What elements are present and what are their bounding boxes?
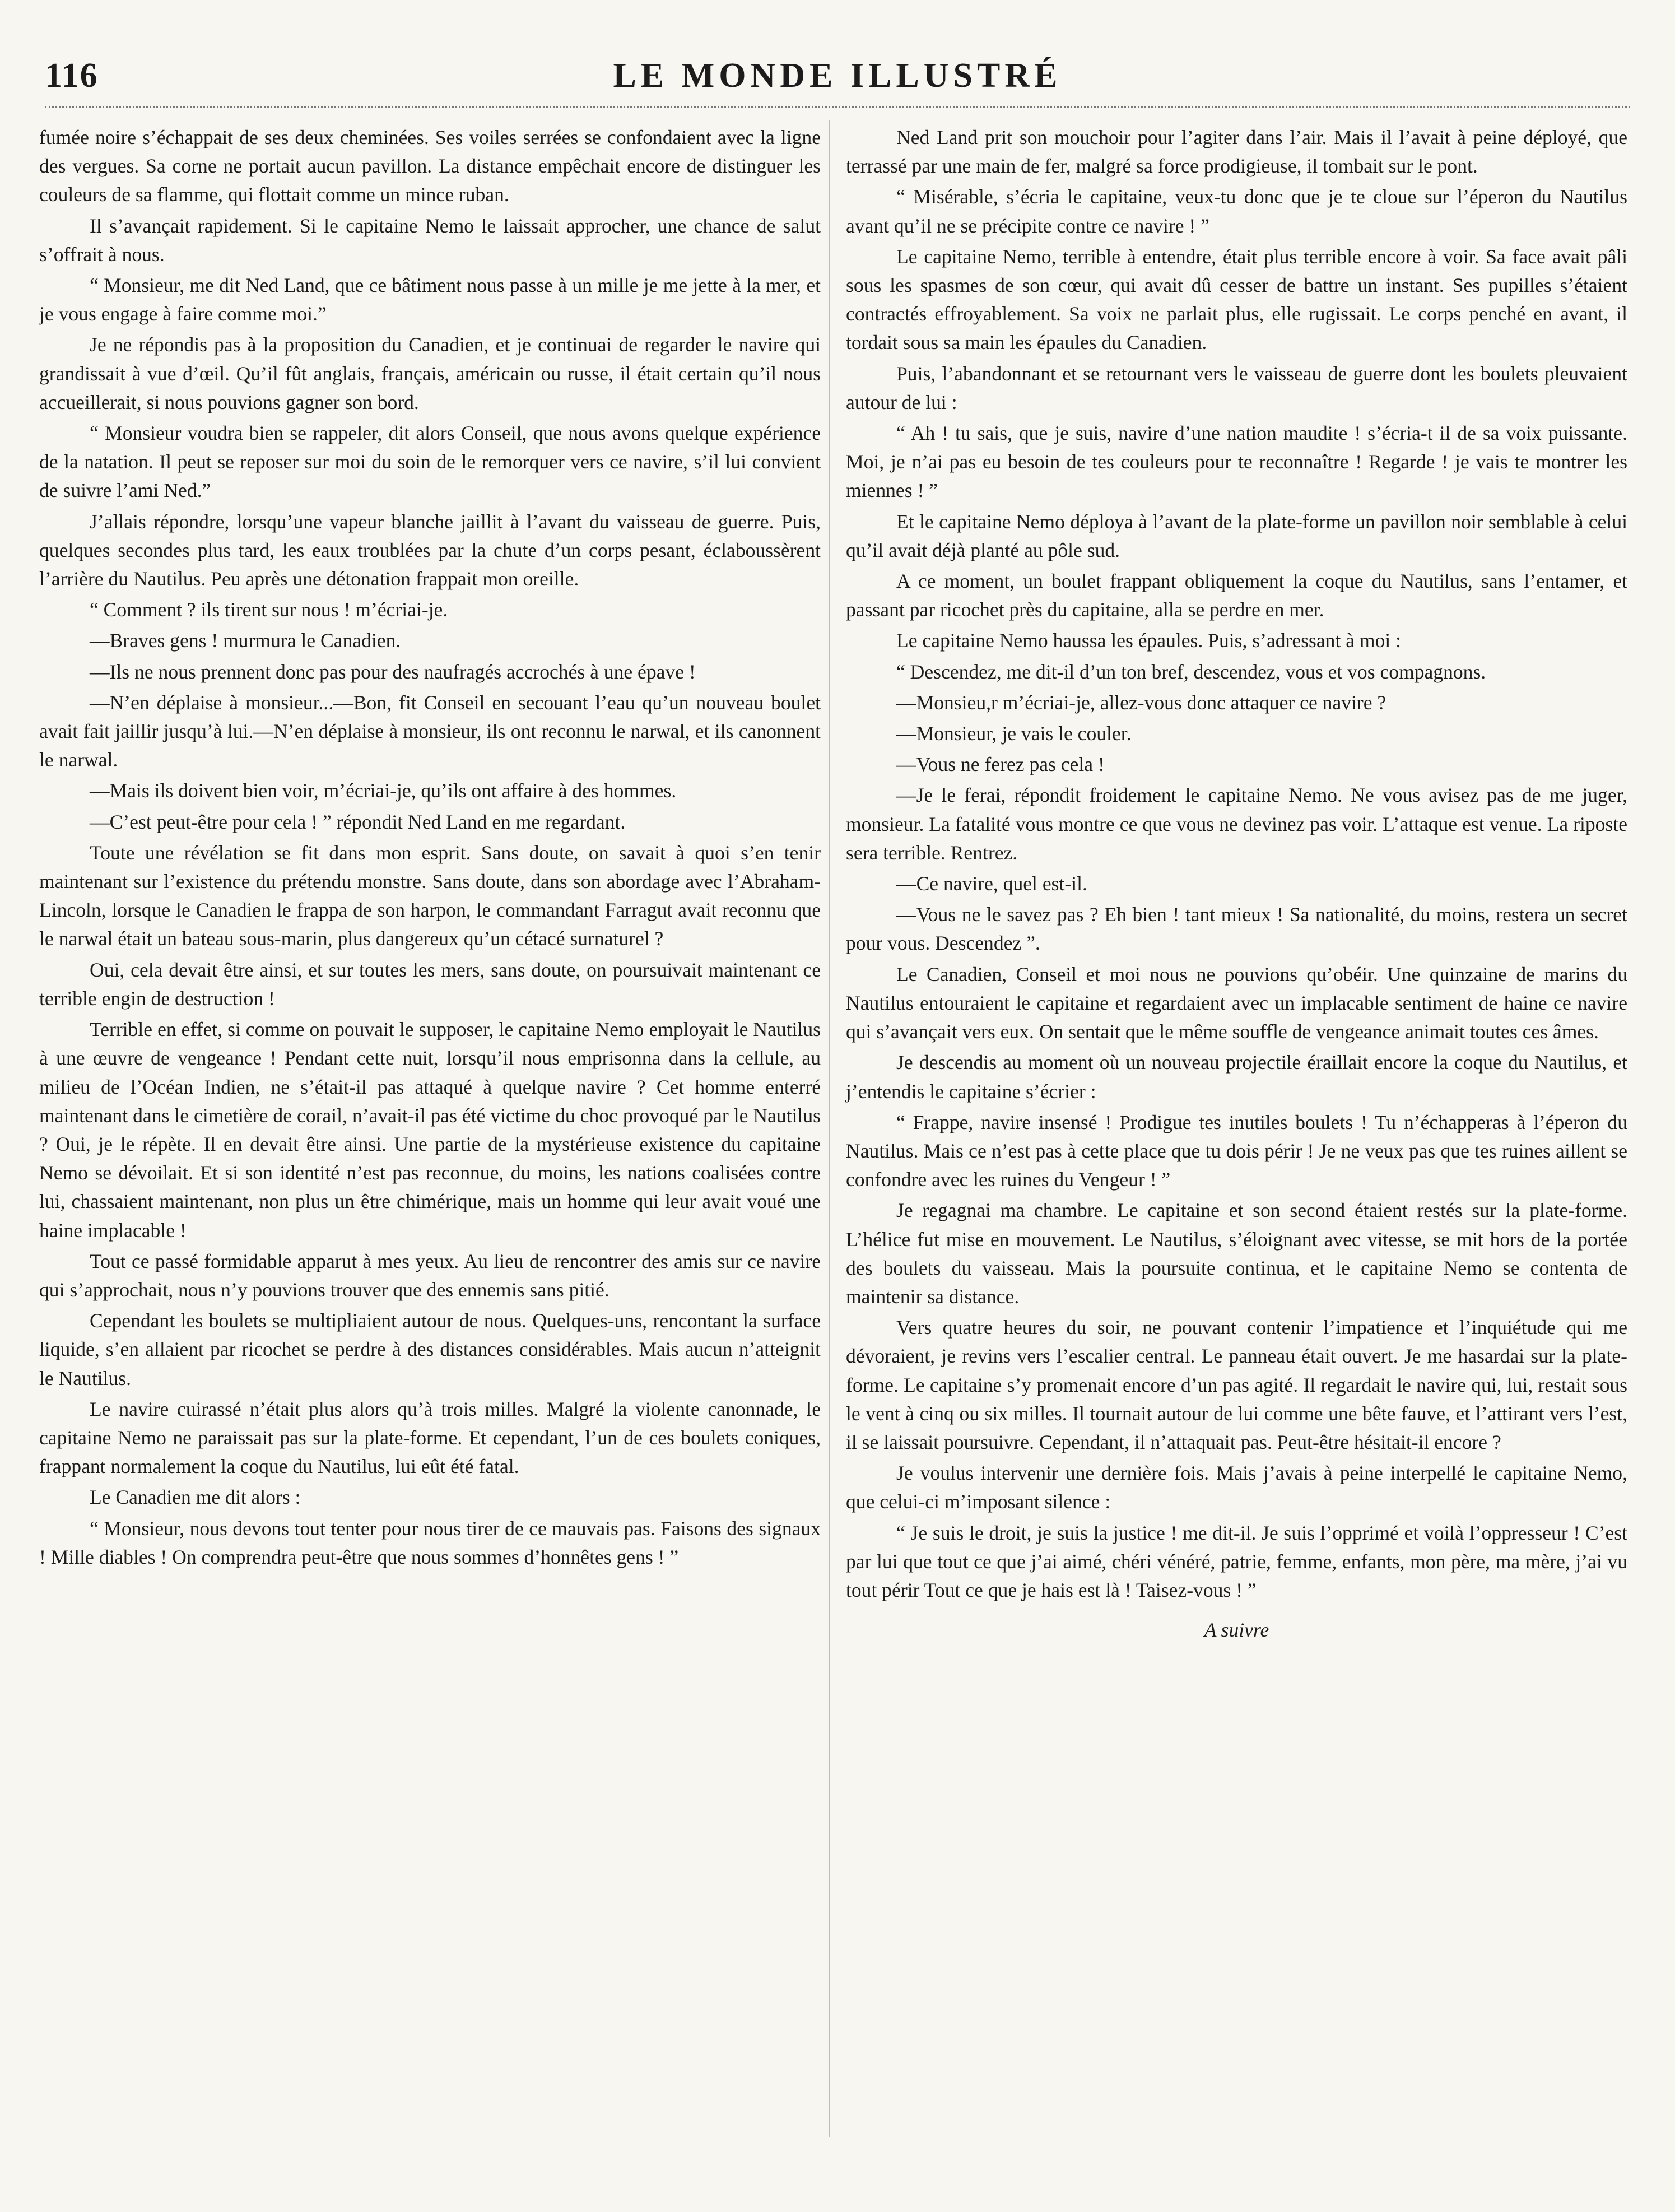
page-header bbox=[45, 56, 1630, 101]
paragraph: Il s’avançait rapidement. Si le capitaine Nemo le laissait approcher, une chance de salut s’offrait à nous. bbox=[39, 214, 821, 266]
paragraph: —N’en déplaise à monsieur...—Bon, fit Conseil en secouant l’eau qu’un nouveau boulet avait fait jaillir jusqu’à lui.—N’en déplaise à monsieur, ils ont reconnu le narwal, et ils canonnent le narwal. bbox=[39, 691, 821, 772]
paragraph: Et le capitaine Nemo déploya à l’avant de la plate-forme un pavillon noir semblable à celui qu’il avait déjà planté au pôle sud. bbox=[846, 510, 1627, 561]
paragraph: Le capitaine Nemo, terrible à entendre, était plus terrible encore à voir. Sa face avait pâli sous les spasmes de son cœur, qui avait dû cesser de battre un instant. Ses pupilles s’étaient contractés effroyablement. Sa voix ne parlait plus, elle rugissait. Le corps penché en avant, il tordait sous sa main les épaules du Canadien. bbox=[846, 245, 1627, 354]
paragraph: fumée noire s’échappait de ses deux cheminées. Ses voiles serrées se confondaient avec la ligne des vergues. Sa corne ne portait aucun pavillon. La distance empêchait encore de distinguer les couleurs de sa flamme, qui flottait comme un mince ruban. bbox=[39, 126, 821, 206]
paragraph: “ Misérable, s’écria le capitaine, veux-tu donc que je te cloue sur l’éperon du Nautilus avant qu’il ne se précipite contre ce navire ! ” bbox=[846, 185, 1627, 237]
paragraph: Le Canadien, Conseil et moi nous ne pouvions qu’obéir. Une quinzaine de marins du Nautilus entouraient le capitaine et regardaient avec un implacable sentiment de haine ce navire qui s’avançait vers eux. On sentait que le même souffle de vengeance animait toutes ces âmes. bbox=[846, 963, 1627, 1043]
paragraph: A ce moment, un boulet frappant obliquement la coque du Nautilus, sans l’entamer, et passant par ricochet près du capitaine, alla se perdre en mer. bbox=[846, 570, 1627, 621]
to-be-continued: A suivre bbox=[1204, 1619, 1269, 1642]
paragraph: —C’est peut-être pour cela ! ” répondit Ned Land en me regardant. bbox=[90, 810, 626, 833]
paragraph: “ Frappe, navire insensé ! Prodigue tes inutiles boulets ! Tu n’échapperas à l’éperon du Nautilus. Mais ce n’est pas à cette place que tu dois périr ! Je ne veux pas que tes ruines aillent se confondre avec les ruines du Vengeur ! ” bbox=[846, 1110, 1627, 1191]
paragraph: —Monsieur, je vais le couler. bbox=[896, 722, 1132, 745]
paragraph: “ Monsieur, nous devons tout tenter pour nous tirer de ce mauvais pas. Faisons des signaux ! Mille diables ! On comprendra peut-être que nous sommes d’honnêtes gens ! ” bbox=[39, 1517, 821, 1568]
paragraph: Terrible en effet, si comme on pouvait le supposer, le capitaine Nemo employait le Nautilus à une œuvre de vengeance ! Pendant cette nuit, lorsqu’il nous emprisonna dans la cellule, au milieu de l’Océan Indien, ne s’était-il pas attaqué à quelque navire ? Cet homme enterré maintenant dans le cimetière de corail, n’avait-il pas été victime du choc provoqué par le Nautilus ? Oui, je le répète. Il en devait être ainsi. Une partie de la mystérieuse existence du capitaine Nemo se dévoilait. Et si son identité n’est pas reconnue, du moins, les nations coalisées contre lui, chassaient maintenant, non plus un être chimérique, mais un homme qui leur avait voué une haine implacable ! bbox=[39, 1018, 821, 1242]
paragraph: Je regagnai ma chambre. Le capitaine et son second étaient restés sur la plate-forme. L’hélice fut mise en mouvement. Le Nautilus, s’éloignant avec vitesse, se mit hors de la portée des boulets du vaisseau. Mais la poursuite continua, et le capitaine Nemo se contenta de maintenir sa distance. bbox=[846, 1199, 1627, 1308]
page-number: 116 bbox=[45, 57, 99, 95]
running-title: LE MONDE ILLUSTRÉ bbox=[613, 57, 1062, 95]
paragraph: Puis, l’abandonnant et se retournant vers le vaisseau de guerre dont les boulets pleuvaient autour de lui : bbox=[846, 362, 1627, 413]
paragraph: —Mais ils doivent bien voir, m’écriai-je, qu’ils ont affaire à des hommes. bbox=[90, 779, 677, 802]
paragraph: “ Comment ? ils tirent sur nous ! m’écriai-je. bbox=[90, 598, 448, 621]
paragraph: —Vous ne le savez pas ? Eh bien ! tant mieux ! Sa nationalité, du moins, restera un secret pour vous. Descendez ”. bbox=[846, 903, 1627, 955]
paragraph: Ned Land prit son mouchoir pour l’agiter dans l’air. Mais il l’avait à peine déployé, que terrassé par une main de fer, malgré sa force prodigieuse, il tombait sur le pont. bbox=[846, 126, 1627, 178]
column-divider bbox=[829, 120, 830, 2137]
paragraph: “ Descendez, me dit-il d’un ton bref, descendez, vous et vos compagnons. bbox=[896, 660, 1486, 683]
paragraph: —Je le ferai, répondit froidement le capitaine Nemo. Ne vous avisez pas de me juger, monsieur. La fatalité vous montre ce que vous ne devinez pas voir. L’attaque est venue. La riposte sera terrible. Rentrez. bbox=[846, 784, 1627, 864]
paragraph: Vers quatre heures du soir, ne pouvant contenir l’impatience et l’inquiétude qui me dévoraient, je revins vers l’escalier central. Le panneau était ouvert. Je me hasardai sur la plate-forme. Le capitaine s’y promenait encore d’un pas agité. Il regardait le navire qui, lui, restait sous le vent à cinq ou six milles. Il tournait autour de lui comme une bête fauve, et l’attirant vers l’est, il se laissait poursuivre. Cependant, il n’attaquait pas. Peut-être hésitait-il encore ? bbox=[846, 1316, 1627, 1453]
paragraph: —Ce navire, quel est-il. bbox=[896, 872, 1087, 895]
left-column bbox=[39, 123, 821, 1574]
paragraph: Tout ce passé formidable apparut à mes yeux. Au lieu de rencontrer des amis sur ce navire qui s’approchait, nous n’y pouvions trouver que des ennemis sans pitié. bbox=[39, 1249, 821, 1301]
paragraph: —Monsieu,r m’écriai-je, allez-vous donc attaquer ce navire ? bbox=[896, 691, 1386, 714]
paragraph: Le Canadien me dit alors : bbox=[90, 1486, 301, 1509]
paragraph: “ Je suis le droit, je suis la justice ! me dit-il. Je suis l’opprimé et voilà l’oppresseur ! C’est par lui que tout ce que j’ai aimé, chéri vénéré, patrie, femme, enfants, mon père, ma mère, j’ai vu tout périr Tout ce que je hais est là ! Taisez-vous ! ” bbox=[846, 1521, 1627, 1601]
right-column bbox=[846, 123, 1627, 1644]
paragraph: Je voulus intervenir une dernière fois. Mais j’avais à peine interpellé le capitaine Nemo, que celui-ci m’imposant silence : bbox=[846, 1462, 1627, 1513]
paragraph: “ Ah ! tu sais, que je suis, navire d’une nation maudite ! s’écria-t il de sa voix puissante. Moi, je n’ai pas eu besoin de tes couleurs pour te reconnaître ! Regarde ! je vais te montrer les miennes ! ” bbox=[846, 422, 1627, 502]
paragraph: —Vous ne ferez pas cela ! bbox=[896, 753, 1105, 776]
paragraph: “ Monsieur voudra bien se rappeler, dit alors Conseil, que nous avons quelque expérience de la natation. Il peut se reposer sur moi du soin de le remorquer vers ce navire, s’il lui convient de suivre l’ami Ned.” bbox=[39, 422, 821, 502]
paragraph: Le navire cuirassé n’était plus alors qu’à trois milles. Malgré la violente canonnade, le capitaine Nemo ne paraissait pas sur la plate-forme. Et cependant, l’un de ces boulets coniques, frappant normalement la coque du Nautilus, lui eût été fatal. bbox=[39, 1397, 821, 1478]
header-rule bbox=[45, 106, 1630, 108]
paragraph: —Ils ne nous prennent donc pas pour des naufragés accrochés à une épave ! bbox=[90, 660, 696, 683]
paragraph: Le capitaine Nemo haussa les épaules. Puis, s’adressant à moi : bbox=[896, 629, 1402, 652]
paragraph: Cependant les boulets se multipliaient autour de nous. Quelques-uns, rencontant la surface liquide, s’en allaient par ricochet se perdre à des distances considérables. Mais aucun n’atteignit le Nautilus. bbox=[39, 1309, 821, 1390]
paragraph: Je ne répondis pas à la proposition du Canadien, et je continuai de regarder le navire qui grandissait à vue d’œil. Qu’il fût anglais, français, américain ou russe, il était certain qu’il nous accueillerait, si nous pouvions gagner son bord. bbox=[39, 333, 821, 413]
paragraph: Toute une révélation se fit dans mon esprit. Sans doute, on savait à quoi s’en tenir maintenant sur l’existence du prétendu monstre. Sans doute, dans son abordage avec l’Abraham-Lincoln, lorsque le Canadien le frappa de son harpon, le commandant Farragut avait reconnu que le narwal était un bateau sous-marin, plus dangereux qu’un cétacé surnaturel ? bbox=[39, 841, 821, 950]
paragraph: “ Monsieur, me dit Ned Land, que ce bâtiment nous passe à un mille je me jette à la mer, et je vous engage à faire comme moi.” bbox=[39, 274, 821, 326]
paragraph: Oui, cela devait être ainsi, et sur toutes les mers, sans doute, on poursuivait maintenant ce terrible engin de destruction ! bbox=[39, 958, 821, 1010]
paragraph: —Braves gens ! murmura le Canadien. bbox=[90, 629, 401, 652]
paragraph: Je descendis au moment où un nouveau projectile éraillait encore la coque du Nautilus, et j’entendis le capitaine s’écrier : bbox=[846, 1051, 1627, 1103]
paragraph: J’allais répondre, lorsqu’une vapeur blanche jaillit à l’avant du vaisseau de guerre. Puis, quelques secondes plus tard, les eaux troublées par la chute d’un corps pesant, éclaboussèrent l’arrière du Nautilus. Peu après une détonation frappait mon oreille. bbox=[39, 510, 821, 591]
